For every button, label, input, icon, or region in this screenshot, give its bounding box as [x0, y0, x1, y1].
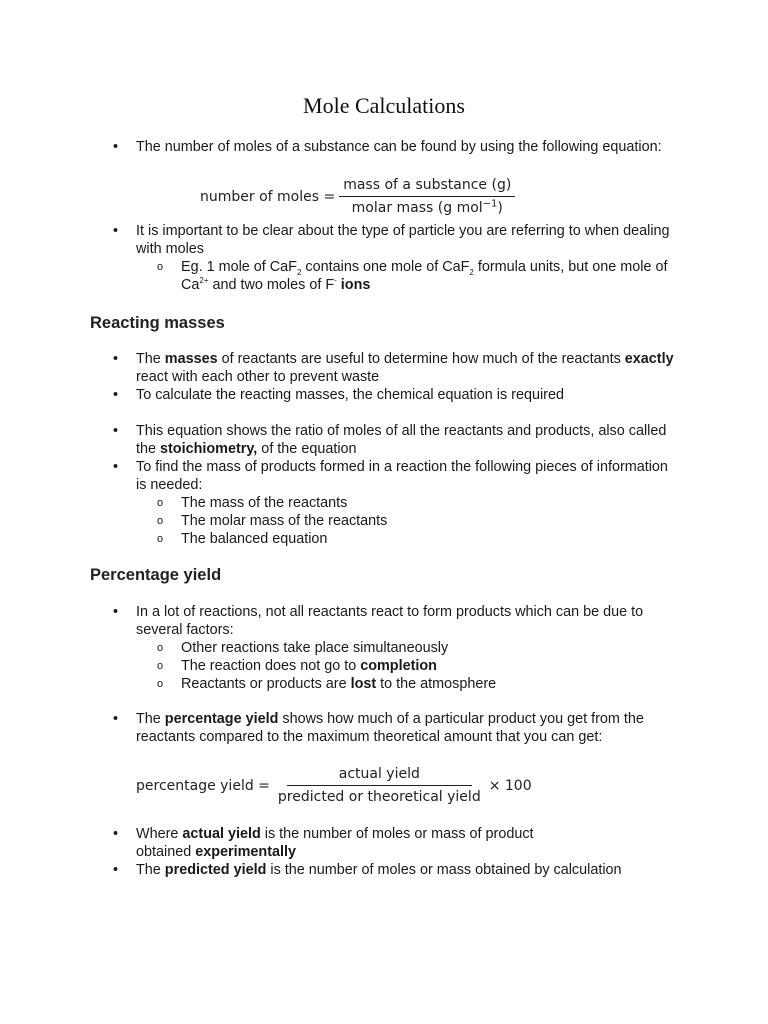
- equation-multiplier: × 100: [488, 777, 532, 794]
- intro-section-2: [0, 222, 768, 294]
- yield-list-3: [0, 825, 768, 879]
- document-title: Mole Calculations: [303, 93, 465, 118]
- equation-numerator: actual yield: [287, 765, 472, 786]
- bullet-item: • This equation shows the ratio of moles of all the reactants and products, also called the stoichiometry, of the equation: [0, 422, 676, 458]
- sub-bullet-item: o Reactants or products are lost to the atmosphere: [0, 675, 681, 693]
- reacting-list-1: [0, 350, 768, 404]
- equation-denominator: molar mass (g mol$^{-1}$): [351, 198, 503, 216]
- bullet-item: • To calculate the reacting masses, the chemical equation is required: [0, 386, 606, 404]
- equation-lhs: percentage yield =: [136, 777, 270, 794]
- equation-fraction: [339, 176, 515, 217]
- sub-bullet-item: o Eg. 1 mole of CaF$_2$ contains one mole of CaF$_2$ formula units, but one mole of $Ca^{2+}$ and two moles of F- ions: [0, 258, 681, 294]
- bullet-item: • Where actual yield is the number of moles or mass of product obtained experimentally: [0, 825, 586, 861]
- yield-list-1: [0, 603, 768, 693]
- bullet-item: • The predicted yield is the number of moles or mass obtained by calculation: [0, 861, 676, 879]
- sub-bullet-item: o The mass of the reactants: [0, 494, 681, 512]
- yield-list-2: [0, 710, 768, 746]
- bullet-item: • In a lot of reactions, not all reactants react to form products which can be due to several factors:: [0, 603, 676, 639]
- moles-equation: [200, 176, 519, 217]
- bullet-item: • The percentage yield shows how much of a particular product you get from the reactants compared to the maximum theoretical amount that you can get:: [0, 710, 676, 746]
- bullet-item: • The masses of reactants are useful to determine how much of the reactants exactly react with each other to prevent waste: [0, 350, 676, 386]
- sub-bullet-item: o The balanced equation: [0, 530, 681, 548]
- reacting-list-2: [0, 422, 768, 548]
- section-heading-percentage-yield: Percentage yield: [90, 566, 222, 584]
- sub-bullet-item: o The molar mass of the reactants: [0, 512, 681, 530]
- percentage-yield-equation: [136, 765, 532, 806]
- sub-bullet-item: o The reaction does not go to completion: [0, 657, 681, 675]
- bullet-item: • To find the mass of products formed in a reaction the following pieces of information is needed:: [0, 458, 676, 494]
- bullet-item: • It is important to be clear about the type of particle you are referring to when dealing with moles: [0, 222, 676, 258]
- intro-section: [0, 138, 768, 156]
- equation-denominator: predicted or theoretical yield: [277, 789, 481, 805]
- sub-bullet-item: o Other reactions take place simultaneously: [0, 639, 681, 657]
- equation-fraction: [274, 765, 485, 806]
- bullet-item: • The number of moles of a substance can be found by using the following equation:: [0, 138, 676, 156]
- section-heading-reacting-masses: Reacting masses: [90, 314, 225, 332]
- equation-lhs: number of moles =: [200, 188, 336, 205]
- equation-numerator: mass of a substance (g): [339, 176, 515, 197]
